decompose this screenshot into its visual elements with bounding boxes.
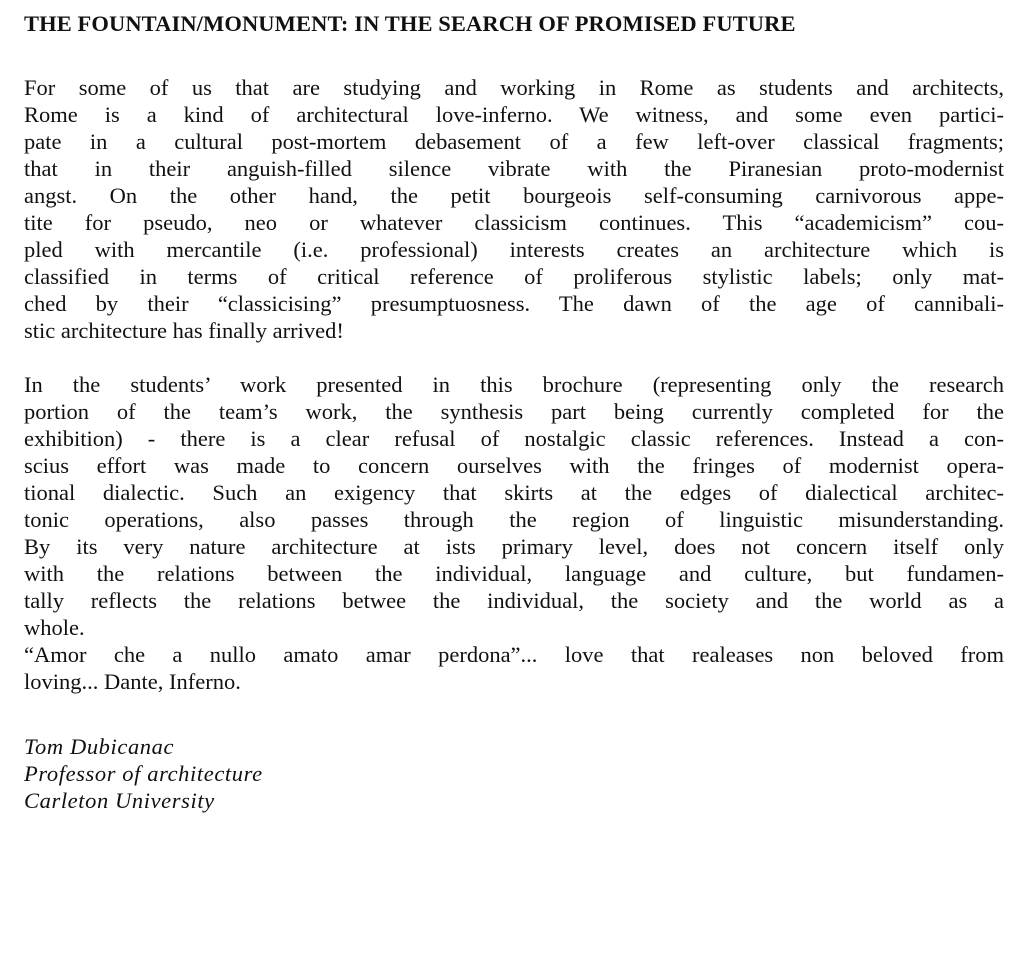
text-line: For some of us that are studying and working in Rome as students and architects, <box>24 75 1004 100</box>
text-line: tally reflects the relations betwee the individual, the society and the world as a <box>24 588 1004 613</box>
text-line: whole. <box>24 615 85 640</box>
dante-quote <box>24 641 1004 695</box>
text-line: angst. On the other hand, the petit bourgeois self-consuming carnivorous appe- <box>24 183 1004 208</box>
paragraph-rome <box>24 74 1004 344</box>
text-line: By its very nature architecture at ists primary level, does not concern itself only <box>24 534 1004 559</box>
author-institution: Carleton University <box>24 788 215 813</box>
text-line: pate in a cultural post-mortem debasement of a few left-over classical fragments; <box>24 129 1004 154</box>
text-line: with the relations between the individual, language and culture, but fundamen- <box>24 561 1004 586</box>
text-line: In the students’ work presented in this brochure (representing only the research <box>24 372 1004 397</box>
author-role: Professor of architecture <box>24 761 263 786</box>
document-page <box>24 8 1004 814</box>
paragraph-students-work <box>24 371 1004 641</box>
text-line: tonic operations, also passes through the region of linguistic misunderstanding. <box>24 507 1004 532</box>
text-line: tite for pseudo, neo or whatever classicism continues. This “academicism” cou- <box>24 210 1004 235</box>
text-line: pled with mercantile (i.e. professional) interests creates an architecture which is <box>24 237 1004 262</box>
text-line: ched by their “classicising” presumptuosness. The dawn of the age of cannibali- <box>24 291 1004 316</box>
text-line: portion of the team’s work, the synthesis part being currently completed for the <box>24 399 1004 424</box>
text-line: that in their anguish-filled silence vibrate with the Piranesian proto-modernist <box>24 156 1004 181</box>
text-line: scius effort was made to concern ourselves with the fringes of modernist opera- <box>24 453 1004 478</box>
signature-block <box>24 733 1004 814</box>
text-line: tional dialectic. Such an exigency that skirts at the edges of dialectical architec- <box>24 480 1004 505</box>
text-line: loving... Dante, Inferno. <box>24 669 241 694</box>
text-line: classified in terms of critical reference of proliferous stylistic labels; only mat- <box>24 264 1004 289</box>
document-title: THE FOUNTAIN/MONUMENT: IN THE SEARCH OF PROMISED FUTURE <box>24 11 796 36</box>
text-line: “Amor che a nullo amato amar perdona”... love that realeases non beloved from <box>24 642 1004 667</box>
text-line: stic architecture has finally arrived! <box>24 318 344 343</box>
author-name: Tom Dubicanac <box>24 734 175 759</box>
text-line: exhibition) - there is a clear refusal of nostalgic classic references. Instead a con- <box>24 426 1004 451</box>
text-line: Rome is a kind of architectural love-inferno. We witness, and some even partici- <box>24 102 1004 127</box>
